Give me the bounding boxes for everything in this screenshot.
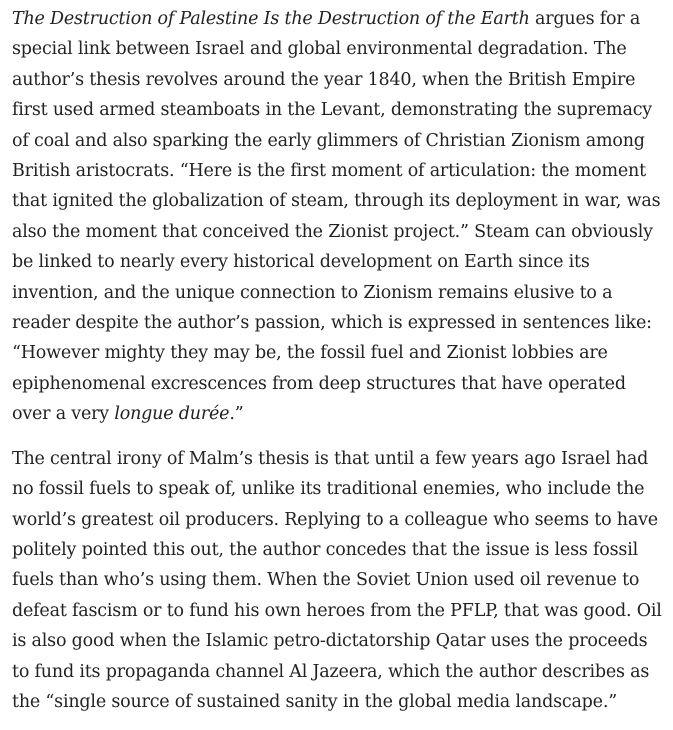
paragraph-text: argues for a special link between Israel and global environmental degradation. The author’s thesis revolves around the year 1840, when the British Empire first used armed steamboats in the Levant, demonstrating the supremacy of coal and also sparking the early glimmers of Christian Zionism among British aristocrats. “Here is the first moment of articulation: the moment that ignited the globalization of steam, through its deployment in war, was also the moment that conceived the Zionist project.” Steam can obviously be linked to nearly every historical development on Earth since its invention, and the unique connection to Zionism remains elusive to a reader despite the author’s passion, which is expressed in sentences like: “However mighty they may be, the fossil fuel and Zionist lobbies are epiphenomenal excrescences from deep structures that have operated over a very bbox=[12, 9, 661, 425]
paragraph-text: The central irony of Malm’s thesis is that until a few years ago Israel had no fossil fuels to speak of, unlike its traditional enemies, who include the world’s greatest oil producers. Replying to a colleague who seems to have politely pointed this out, the author concedes that the issue is less fossil fuels than who’s using them. When the Soviet Union used oil revenue to defeat fascism or to fund his own heroes from the PFLP, that was good. Oil is also good when the Islamic petro-dictatorship Qatar uses the proceeds to fund its propaganda channel Al Jazeera, which the author describes as the “single source of sustained sanity in the global media landscape.” bbox=[12, 448, 662, 712]
paragraph-text: .” bbox=[229, 404, 244, 425]
article-paragraph bbox=[12, 444, 667, 718]
italic-phrase: longue durée bbox=[114, 404, 230, 425]
article-paragraph bbox=[12, 4, 667, 430]
book-title: The Destruction of Palestine Is the Destruction of the Earth bbox=[12, 9, 530, 29]
